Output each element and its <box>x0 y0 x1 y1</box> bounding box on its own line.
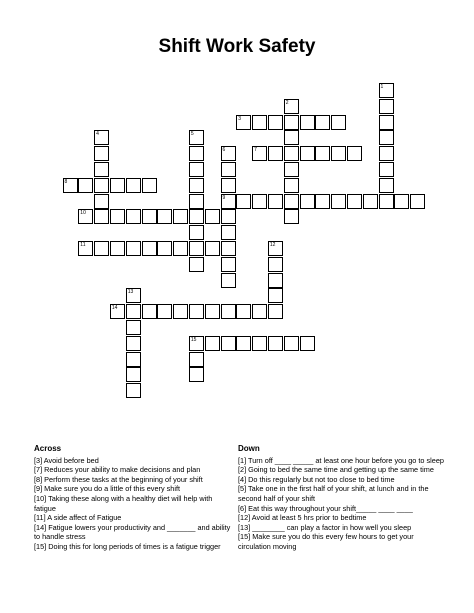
grid-cell[interactable] <box>110 304 125 319</box>
grid-cell[interactable] <box>142 241 157 256</box>
grid-cell[interactable] <box>268 115 283 130</box>
grid-cell[interactable] <box>94 194 109 209</box>
clue-item: [10] Taking these along with a healthy diet will help with fatigue <box>34 493 213 513</box>
grid-cell[interactable] <box>94 130 109 145</box>
grid-cell[interactable] <box>221 304 236 319</box>
grid-cell[interactable] <box>363 194 378 209</box>
grid-cell[interactable] <box>221 162 236 177</box>
grid-cell[interactable] <box>394 194 409 209</box>
grid-cell[interactable] <box>221 273 236 288</box>
grid-cell[interactable] <box>142 209 157 224</box>
grid-cell[interactable] <box>284 115 299 130</box>
grid-cell[interactable] <box>221 225 236 240</box>
grid-cell[interactable] <box>94 241 109 256</box>
grid-cell[interactable] <box>379 99 394 114</box>
grid-cell[interactable] <box>189 336 204 351</box>
clue-item: [9] Make sure you do a little of this every shift <box>34 484 181 494</box>
grid-cell[interactable] <box>268 336 283 351</box>
clue-item: [11] A side affect of Fatigue <box>34 513 122 523</box>
clue-number: 11 <box>80 242 86 248</box>
across-clue-list <box>34 456 234 552</box>
clue-number: 9 <box>222 194 226 201</box>
grid-cell[interactable] <box>379 178 394 193</box>
grid-cell[interactable] <box>315 115 330 130</box>
grid-cell[interactable] <box>221 257 236 272</box>
grid-cell[interactable] <box>221 241 236 256</box>
grid-cell[interactable] <box>221 146 236 161</box>
clue-item: [15] Doing this for long periods of times is a fatigue trigger <box>34 541 221 551</box>
grid-cell[interactable] <box>300 146 315 161</box>
grid-cell[interactable] <box>157 241 172 256</box>
clue-number: 14 <box>111 305 118 312</box>
clue-number: 10 <box>80 210 86 217</box>
grid-cell[interactable] <box>252 194 267 209</box>
grid-cell[interactable] <box>236 115 251 130</box>
grid-cell[interactable] <box>379 115 394 130</box>
grid-cell[interactable] <box>236 304 251 319</box>
grid-cell[interactable] <box>284 130 299 145</box>
grid-cell[interactable] <box>126 352 141 367</box>
clue-item: [1] Turn off ____ _____ at least one hour before you go to sleep <box>238 455 444 465</box>
down-heading: Down <box>238 444 260 453</box>
grid-cell[interactable] <box>315 194 330 209</box>
clue-number: 5 <box>190 131 194 138</box>
grid-cell[interactable] <box>300 115 315 130</box>
grid-cell[interactable] <box>268 146 283 161</box>
clue-item: [3] Avoid before bed <box>34 455 99 465</box>
grid-cell[interactable] <box>221 336 236 351</box>
grid-cell[interactable] <box>189 162 204 177</box>
across-clues <box>34 444 234 552</box>
grid-cell[interactable] <box>379 162 394 177</box>
grid-cell[interactable] <box>284 209 299 224</box>
clue-item: [8] Perform these tasks at the beginning of your shift <box>34 474 203 484</box>
grid-cell[interactable] <box>236 336 251 351</box>
grid-cell[interactable] <box>189 241 204 256</box>
grid-cell[interactable] <box>331 115 346 130</box>
grid-cell[interactable] <box>78 241 93 256</box>
grid-cell[interactable] <box>189 130 204 145</box>
clue-number: 15 <box>190 336 197 343</box>
page-title: Shift Work Safety <box>158 36 316 57</box>
down-clues <box>238 444 448 552</box>
grid-cell[interactable] <box>173 209 188 224</box>
grid-cell[interactable] <box>379 130 394 145</box>
grid-cell[interactable] <box>142 304 157 319</box>
grid-cell[interactable] <box>173 241 188 256</box>
grid-cell[interactable] <box>205 209 220 224</box>
clue-number: 13 <box>127 289 134 296</box>
grid-cell[interactable] <box>126 209 141 224</box>
grid-cell[interactable] <box>284 178 299 193</box>
grid-cell[interactable] <box>126 367 141 382</box>
clue-item: [13] ________ can play a factor in how well you sleep <box>238 522 412 532</box>
grid-cell[interactable] <box>205 336 220 351</box>
down-clue-list <box>238 456 448 552</box>
clue-item: [7] Reduces your ability to make decisions and plan <box>34 465 201 475</box>
grid-cell[interactable] <box>331 194 346 209</box>
grid-cell[interactable] <box>379 194 394 209</box>
grid-cell[interactable] <box>221 209 236 224</box>
grid-cell[interactable] <box>189 352 204 367</box>
grid-cell[interactable] <box>126 304 141 319</box>
grid-cell[interactable] <box>126 178 141 193</box>
clue-item: [5] Take one in the first half of your shift, at lunch and in the second half of your shift <box>238 484 429 503</box>
grid-cell[interactable] <box>189 178 204 193</box>
clue-number: 8 <box>64 178 68 185</box>
grid-cell[interactable] <box>189 225 204 240</box>
grid-cell[interactable] <box>78 209 93 224</box>
grid-cell[interactable] <box>189 257 204 272</box>
clue-item: [6] Eat this way throughout your shift_____ ____ ____ <box>238 503 413 513</box>
grid-cell[interactable] <box>284 162 299 177</box>
grid-cell[interactable] <box>189 367 204 382</box>
grid-cell[interactable] <box>126 336 141 351</box>
clue-number: 1 <box>380 84 384 90</box>
grid-cell[interactable] <box>410 194 425 209</box>
clue-item: [4] Do this regularly but not too close to bed time <box>238 474 395 484</box>
grid-cell[interactable] <box>268 288 283 303</box>
grid-cell[interactable] <box>284 146 299 161</box>
clue-item: [14] Fatigue lowers your productivity and _______ and ability to handle stress <box>34 522 231 542</box>
grid-cell[interactable] <box>142 178 157 193</box>
clue-number: 6 <box>222 147 226 154</box>
grid-cell[interactable] <box>268 273 283 288</box>
grid-cell[interactable] <box>189 304 204 319</box>
grid-cell[interactable] <box>252 115 267 130</box>
grid-cell[interactable] <box>268 194 283 209</box>
clue-number: 4 <box>96 131 99 138</box>
grid-cell[interactable] <box>126 320 141 335</box>
grid-cell[interactable] <box>94 209 109 224</box>
grid-cell[interactable] <box>284 336 299 351</box>
grid-cell[interactable] <box>126 383 141 398</box>
grid-cell[interactable] <box>110 178 125 193</box>
clue-item: [12] Avoid at least 5 hrs prior to bedtime <box>238 513 367 523</box>
grid-cell[interactable] <box>347 146 362 161</box>
grid-cell[interactable] <box>189 194 204 209</box>
grid-cell[interactable] <box>78 178 93 193</box>
grid-cell[interactable] <box>126 241 141 256</box>
grid-cell[interactable] <box>268 241 283 256</box>
clue-item: [2] Going to bed the same time and getting up the same time <box>238 465 434 475</box>
grid-cell[interactable] <box>300 194 315 209</box>
grid-cell[interactable] <box>126 288 141 303</box>
clue-number: 3 <box>238 115 242 122</box>
grid-cell[interactable] <box>331 146 346 161</box>
grid-cell[interactable] <box>94 162 109 177</box>
grid-cell[interactable] <box>252 336 267 351</box>
grid-cell[interactable] <box>205 241 220 256</box>
grid-cell[interactable] <box>189 146 204 161</box>
grid-cell[interactable] <box>300 336 315 351</box>
grid-cell[interactable] <box>347 194 362 209</box>
clue-number: 2 <box>285 99 289 106</box>
grid-cell[interactable] <box>379 146 394 161</box>
grid-cell[interactable] <box>379 83 394 98</box>
grid-cell[interactable] <box>94 178 109 193</box>
grid-cell[interactable] <box>205 304 220 319</box>
grid-cell[interactable] <box>110 209 125 224</box>
grid-cell[interactable] <box>236 194 251 209</box>
grid-cell[interactable] <box>284 194 299 209</box>
clue-item: [15] Make sure you do this every few hours to get your circulation moving <box>238 532 414 551</box>
grid-cell[interactable] <box>252 304 267 319</box>
grid-cell[interactable] <box>157 304 172 319</box>
grid-cell[interactable] <box>284 99 299 114</box>
grid-cell[interactable] <box>268 257 283 272</box>
grid-cell[interactable] <box>252 146 267 161</box>
clue-number: 7 <box>254 147 257 154</box>
grid-cell[interactable] <box>221 194 236 209</box>
clue-number: 12 <box>269 242 276 248</box>
grid-cell[interactable] <box>94 146 109 161</box>
grid-cell[interactable] <box>221 178 236 193</box>
grid-cell[interactable] <box>268 304 283 319</box>
grid-cell[interactable] <box>189 209 204 224</box>
across-heading: Across <box>34 444 62 453</box>
grid-cell[interactable] <box>315 146 330 161</box>
grid-cell[interactable] <box>63 178 78 193</box>
grid-cell[interactable] <box>157 209 172 224</box>
grid-cell[interactable] <box>110 241 125 256</box>
grid-cell[interactable] <box>173 304 188 319</box>
